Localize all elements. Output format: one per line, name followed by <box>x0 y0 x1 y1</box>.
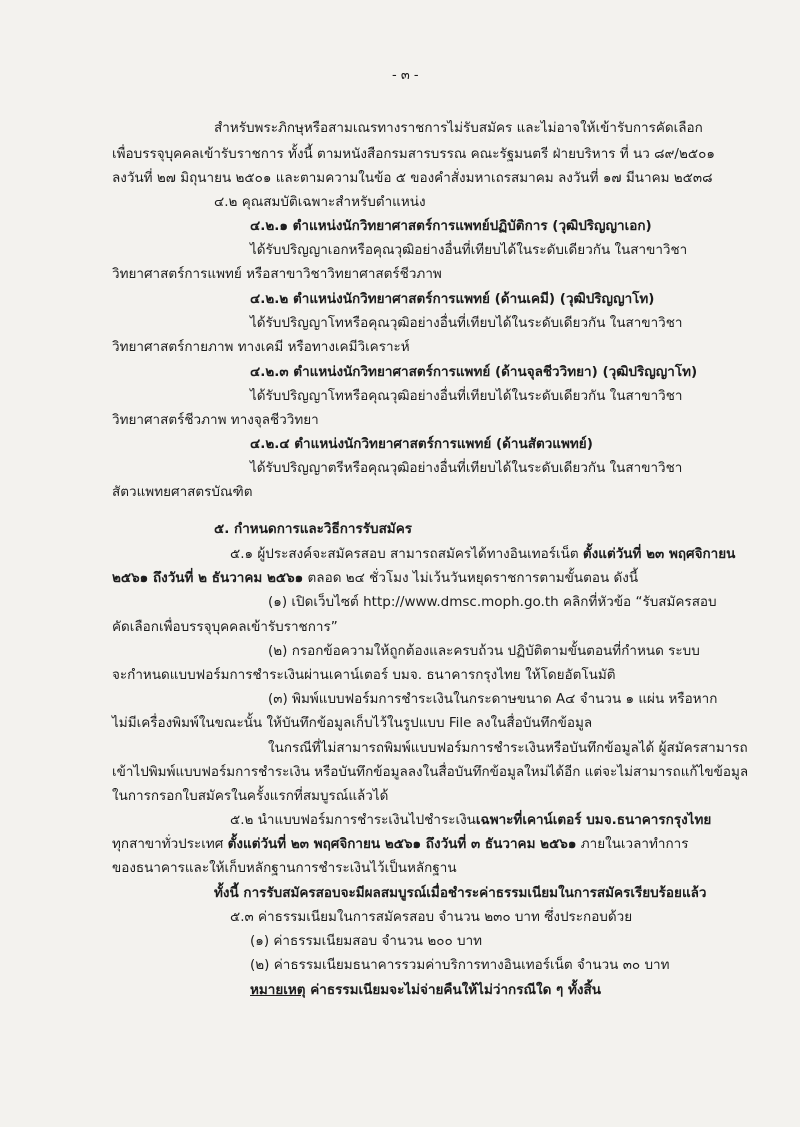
step-2-line-2: จะกำหนดแบบฟอร์มการชำระเงินผ่านเคาน์เตอร์ บมจ. ธนาคารกรุงไทย ให้โดยอัตโนมัติ <box>112 667 616 683</box>
intro-line-1: สำหรับพระภิกษุหรือสามเณรทางราชการไม่รับสมัคร และไม่อาจให้เข้ารับการคัดเลือก <box>214 120 703 136</box>
item-5-2-line-1 <box>230 810 711 830</box>
page-number: - ๓ - <box>392 68 419 83</box>
item-5-3-line-1: ๕.๓ ค่าธรรมเนียมในการสมัครสอบ จำนวน ๒๓๐ บาท ซึ่งประกอบด้วย <box>230 909 633 925</box>
item-4-2-3-line-2: วิทยาศาสตร์ชีวภาพ ทางจุลชีววิทยา <box>112 412 319 428</box>
item-4-2-1-title: ๔.๒.๑ ตำแหน่งนักวิทยาศาสตร์การแพทย์ปฏิบัติการ (วุฒิปริญญาเอก) <box>250 218 652 234</box>
item-5-1-start-date: ตั้งแต่วันที่ ๒๓ พฤศจิกายน <box>582 546 736 562</box>
item-4-2-3-line-1: ได้รับปริญญาโทหรือคุณวุฒิอย่างอื่นที่เทียบได้ในระดับเดียวกัน ในสาขาวิชา <box>250 388 683 404</box>
item-5-2-line-3: ของธนาคารและให้เก็บหลักฐานการชำระเงินไว้เป็นหลักฐาน <box>112 860 457 876</box>
item-5-1-line-2 <box>112 568 638 588</box>
section-5-heading: ๕. กำหนดการและวิธีการรับสมัคร <box>214 521 412 537</box>
item-5-3-fee-2: (๒) ค่าธรรมเนียมธนาคารรวมค่าบริการทางอินเทอร์เน็ต จำนวน ๓๐ บาท <box>250 957 670 973</box>
item-5-2-line-2-text-a: ทุกสาขาทั่วประเทศ <box>112 836 228 852</box>
step-1-line-1: (๑) เปิดเว็บไซต์ http://www.dmsc.moph.go.th คลิกที่หัวข้อ “รับสมัครสอบ <box>268 594 717 610</box>
section-4-2-heading: ๔.๒ คุณสมบัติเฉพาะสำหรับตำแหน่ง <box>214 194 426 210</box>
step-1-line-2: คัดเลือกเพื่อบรรจุบุคคลเข้ารับราชการ” <box>112 619 338 635</box>
item-4-2-4-line-1: ได้รับปริญญาตรีหรือคุณวุฒิอย่างอื่นที่เทียบได้ในระดับเดียวกัน ในสาขาวิชา <box>250 460 683 476</box>
item-5-1-line-1 <box>230 544 735 564</box>
remark-text: ค่าธรรมเนียมจะไม่จ่ายคืนให้ไม่ว่ากรณีใด ๆ ทั้งสิ้น <box>305 982 601 998</box>
item-4-2-1-line-2: วิทยาศาสตร์การแพทย์ หรือสาขาวิชาวิทยาศาสตร์ชีวภาพ <box>112 266 442 282</box>
remark-line <box>250 980 601 1000</box>
item-4-2-1-line-1: ได้รับปริญญาเอกหรือคุณวุฒิอย่างอื่นที่เทียบได้ในระดับเดียวกัน ในสาขาวิชา <box>250 242 688 258</box>
item-5-3-fee-1: (๑) ค่าธรรมเนียมสอบ จำนวน ๒๐๐ บาท <box>250 933 483 949</box>
item-5-2-line-2-text-c: ภายในเวลาทำการ <box>576 836 689 852</box>
intro-line-3: ลงวันที่ ๒๗ มิถุนายน ๒๕๐๑ และตามความในข้อ ๕ ของคำสั่งมหาเถรสมาคม ลงวันที่ ๑๗ มีนาคม ๒๕๓๘ <box>112 170 713 186</box>
item-4-2-3-title: ๔.๒.๓ ตำแหน่งนักวิทยาศาสตร์การแพทย์ (ด้านจุลชีววิทยา) (วุฒิปริญญาโท) <box>250 364 698 380</box>
item-5-2-bold-note: ทั้งนี้ การรับสมัครสอบจะมีผลสมบูรณ์เมื่อชำระค่าธรรมเนียมในการสมัครเรียบร้อยแล้ว <box>214 885 707 901</box>
item-5-2-dates: ตั้งแต่วันที่ ๒๓ พฤศจิกายน ๒๕๖๑ ถึงวันที่ ๓ ธันวาคม ๒๕๖๑ <box>227 836 577 852</box>
item-5-1-line-1-text: ๕.๑ ผู้ประสงค์จะสมัครสอบ สามารถสมัครได้ทางอินเทอร์เน็ต <box>230 546 583 562</box>
item-4-2-2-title: ๔.๒.๒ ตำแหน่งนักวิทยาศาสตร์การแพทย์ (ด้านเคมี) (วุฒิปริญญาโท) <box>250 291 655 307</box>
item-4-2-2-line-1: ได้รับปริญญาโทหรือคุณวุฒิอย่างอื่นที่เทียบได้ในระดับเดียวกัน ในสาขาวิชา <box>250 315 683 331</box>
item-4-2-4-title: ๔.๒.๔ ตำแหน่งนักวิทยาศาสตร์การแพทย์ (ด้านสัตวแพทย์) <box>250 436 593 452</box>
step-3-line-2: ไม่มีเครื่องพิมพ์ในขณะนั้น ให้บันทึกข้อมูลเก็บไว้ในรูปแบบ File ลงในสื่อบันทึกข้อมูล <box>112 715 593 731</box>
step-2-line-1: (๒) กรอกข้อความให้ถูกต้องและครบถ้วน ปฏิบัติตามขั้นตอนที่กำหนด ระบบ <box>268 643 700 659</box>
intro-line-2: เพื่อบรรจุบุคคลเข้ารับราชการ ทั้งนี้ ตามหนังสือกรมสารบรรณ คณะรัฐมนตรี ฝ่ายบริหาร ที่ นว ๘๙/๒๕๐๑ <box>112 146 715 162</box>
step-3-line-1: (๓) พิมพ์แบบฟอร์มการชำระเงินในกระดาษขนาด A๔ จำนวน ๑ แผ่น หรือหาก <box>268 691 718 707</box>
note-line-3: ในการกรอกใบสมัครในครั้งแรกที่สมบูรณ์แล้วได้ <box>112 788 389 804</box>
item-4-2-4-line-2: สัตวแพทยศาสตรบัณฑิต <box>112 484 253 500</box>
item-4-2-2-line-2: วิทยาศาสตร์กายภาพ ทางเคมี หรือทางเคมีวิเคราะห์ <box>112 339 410 355</box>
item-5-2-line-2 <box>112 834 688 854</box>
item-5-2-counter: เฉพาะที่เคาน์เตอร์ บมจ.ธนาคารกรุงไทย <box>475 812 712 828</box>
note-line-1: ในกรณีที่ไม่สามารถพิมพ์แบบฟอร์มการชำระเงินหรือบันทึกข้อมูลได้ ผู้สมัครสามารถ <box>268 740 748 756</box>
item-5-2-line-1-text: ๕.๒ นำแบบฟอร์มการชำระเงินไปชำระเงิน <box>230 812 476 828</box>
item-5-1-line-2-text: ตลอด ๒๔ ชั่วโมง ไม่เว้นวันหยุดราชการตามขั้นตอน ดังนี้ <box>303 570 639 586</box>
item-5-1-end-date: ๒๕๖๑ ถึงวันที่ ๒ ธันวาคม ๒๕๖๑ <box>112 570 304 586</box>
note-line-2: เข้าไปพิมพ์แบบฟอร์มการชำระเงิน หรือบันทึกข้อมูลลงในสื่อบันทึกข้อมูลใหม่ได้อีก แต่จะไม่สามารถแก้ไขข้อมูล <box>112 764 749 780</box>
remark-label: หมายเหตุ <box>250 982 306 998</box>
